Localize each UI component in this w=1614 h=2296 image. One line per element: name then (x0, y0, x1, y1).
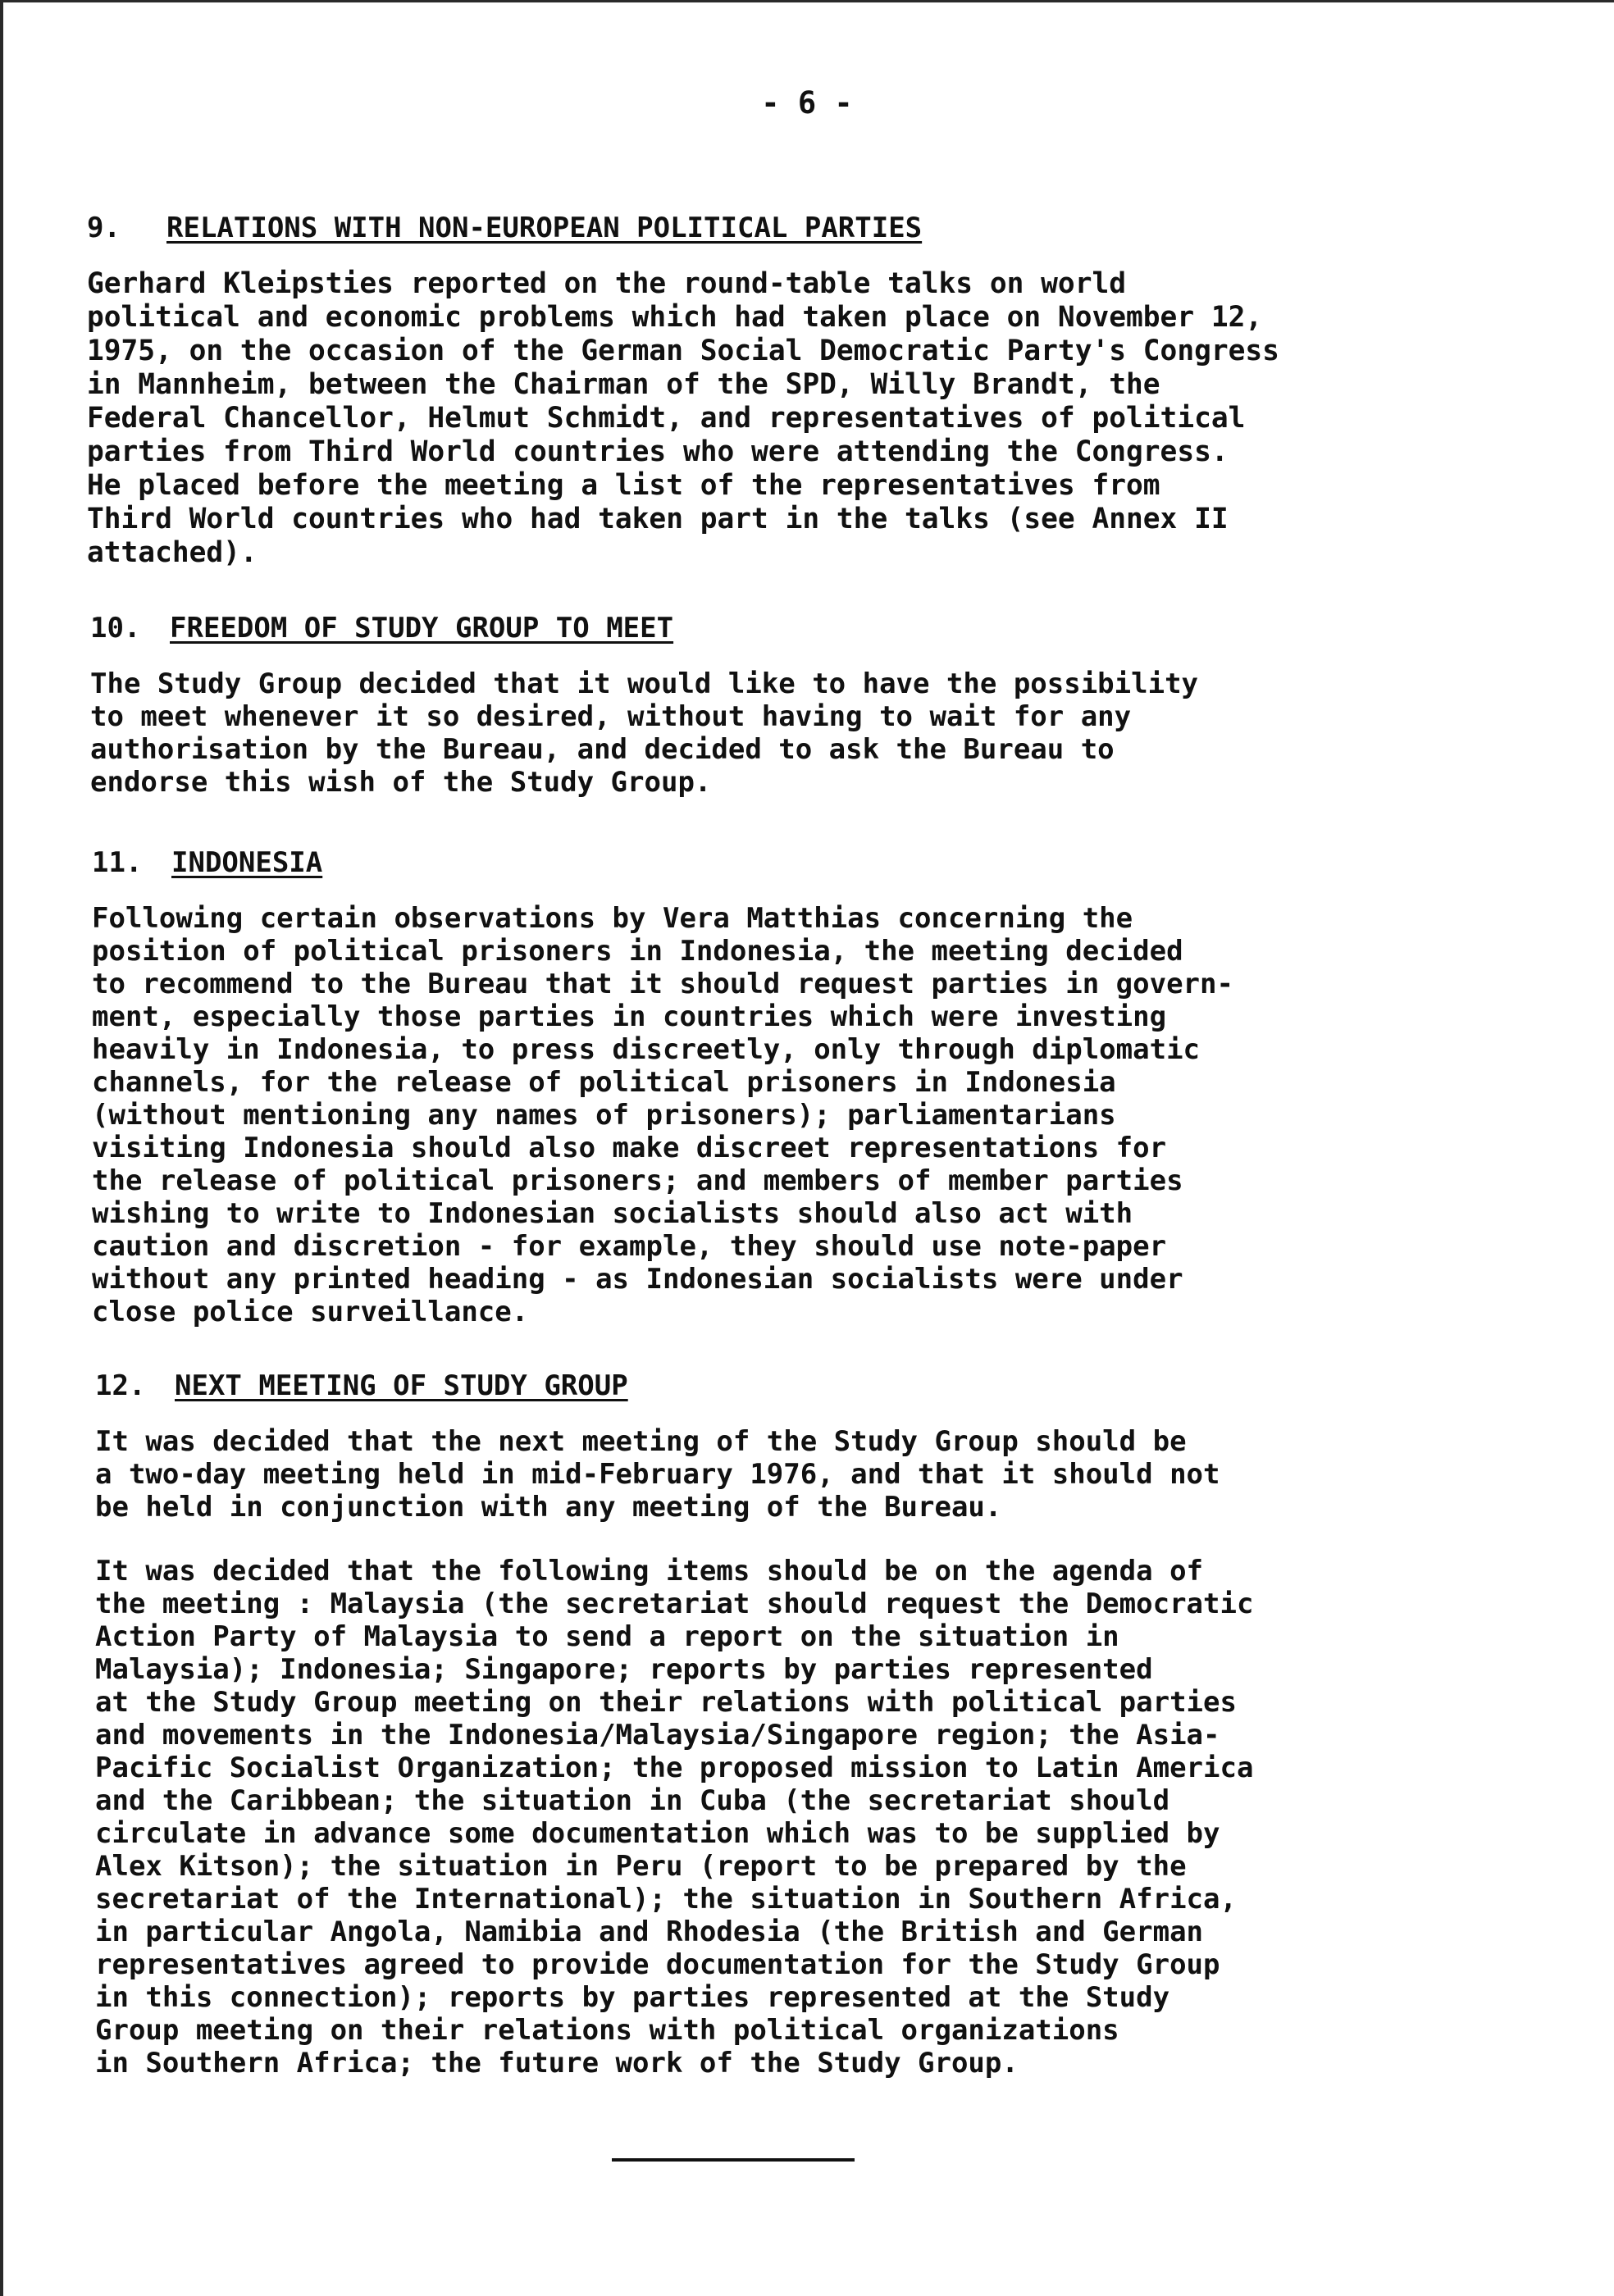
section-title: NEXT MEETING OF STUDY GROUP (175, 1369, 628, 1402)
section-heading (92, 846, 1568, 879)
section-heading (90, 612, 1566, 645)
section-number: 12. (95, 1369, 146, 1402)
section-paragraph: Gerhard Kleipsties reported on the round-table talks on world political and economic problems which had taken place on November 12, 1975, on the occasion of the German Social Democratic Party's Congress in Mannheim, between the Chairman of the SPD, Willy Brandt, the Federal Chancellor, Helmut Schmidt, and representatives of political parties from Third World countries who were attending the Congress. He placed before the meeting a list of the representatives from Third World countries who had taken part in the talks (see Annex II attached). (87, 267, 1279, 569)
section-paragraph: The Study Group decided that it would like to have the possibility to meet whenever it so desired, without having to wait for any authorisation by the Bureau, and decided to ask the Bureau to endorse this wish of the Study Group. (90, 667, 1199, 799)
section-relations-non-european-parties (87, 212, 1563, 570)
section-paragraph: It was decided that the next meeting of the Study Group should be a two-day meeting held in mid-February 1976, and that it should not be held in conjunction with any meeting of the Bureau. (95, 1425, 1220, 1524)
section-number: 10. (90, 612, 141, 645)
section-title: RELATIONS WITH NON-EUROPEAN POLITICAL PARTIES (166, 212, 923, 244)
section-number: 11. (92, 846, 143, 879)
section-heading (95, 1369, 1571, 1402)
section-heading (87, 212, 1563, 244)
page-top-edge (0, 0, 1614, 2)
section-paragraph: It was decided that the following items should be on the agenda of the meeting : Malaysia (the secretariat should request the Democratic Action Party of Malaysia to send a report on the situation in Malaysia); Indonesia; Singapore; reports by parties represented at the Study Group meeting on their relations with political parties and movements in the Indonesia/Malaysia/Singapore region; the Asia- Pacific Socialist Organization; the proposed mission to Latin America and the Caribbean; the situation in Cuba (the secretariat should circulate in advance some documentation which was to be supplied by Alex Kitson); the situation in Peru (report to be prepared by the secretariat of the International); the situation in Southern Africa, in particular Angola, Namibia and Rhodesia (the British and German representatives agreed to provide documentation for the Study Group in this connection); reports by parties represented at the Study Group meeting on their relations with political organizations in Southern Africa; the future work of the Study Group. (95, 1555, 1254, 2080)
section-indonesia (92, 846, 1568, 1328)
section-freedom-of-study-group (90, 612, 1566, 799)
section-next-meeting (95, 1369, 1571, 2080)
page-number: - 6 - (761, 85, 853, 121)
end-rule (612, 2158, 855, 2162)
section-title: INDONESIA (171, 846, 323, 879)
section-title: FREEDOM OF STUDY GROUP TO MEET (170, 612, 674, 645)
page-left-edge (0, 0, 3, 2296)
section-number: 9. (87, 212, 121, 244)
section-paragraph: Following certain observations by Vera Matthias concerning the position of political prisoners in Indonesia, the meeting decided to recommend to the Bureau that it should request parties in govern- ment, especially those parties in countries which were investing heavily in Indonesia, to press discreetly, only through diplomatic channels, for the release of political prisoners in Indonesia (without mentioning any names of prisoners); parliamentarians visiting Indonesia should also make discreet representations for the release of political prisoners; and members of member parties wishing to write to Indonesian socialists should also act with caution and discretion - for example, they should use note-paper without any printed heading - as Indonesian socialists were under close police surveillance. (92, 902, 1233, 1328)
